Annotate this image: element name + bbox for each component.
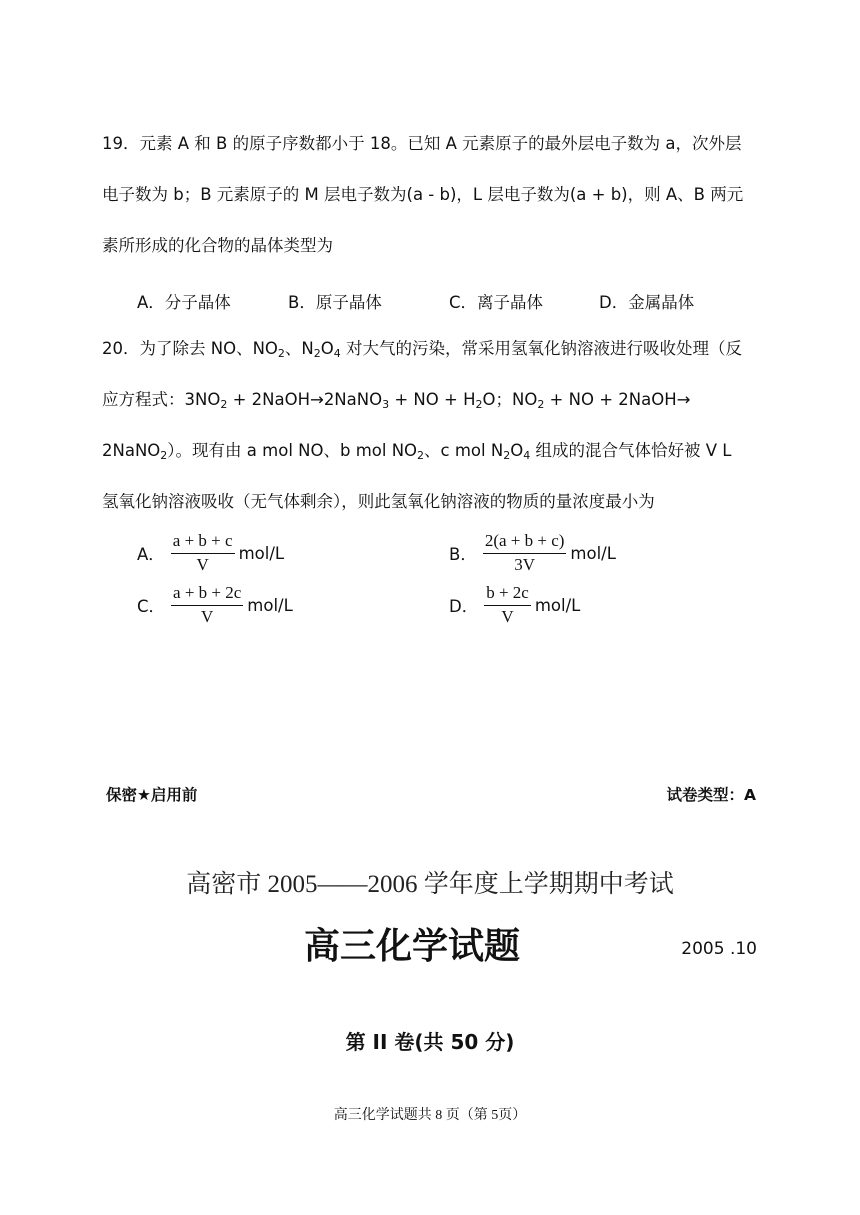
option-label: D． xyxy=(449,597,479,616)
fraction-numerator: a + b + c xyxy=(171,531,235,554)
exam-title: 高密市 2005——2006 学年度上学期期中考试 xyxy=(186,871,674,898)
fraction xyxy=(484,583,531,627)
unit: mol/L xyxy=(570,543,616,563)
paper-type-label: 试卷类型：A xyxy=(666,786,756,804)
fraction-numerator: 2(a + b + c) xyxy=(483,531,567,554)
fraction-numerator: a + b + 2c xyxy=(171,583,243,606)
exam-date: 2005 .10 xyxy=(681,939,757,959)
section-title: 第 II 卷(共 50 分) xyxy=(345,1030,515,1054)
fraction-denominator: 3V xyxy=(514,555,536,574)
q19-option-a: A．分子晶体 xyxy=(137,293,231,312)
fraction xyxy=(483,531,567,575)
fraction xyxy=(171,583,243,627)
q20-line-3: 2NaNO$_2$）。现有由 a mol NO、b mol $NO_2$、c mol $N_2O_4$ 组成的混合气体恰好被 V L xyxy=(102,441,732,462)
option-label: A． xyxy=(137,545,165,564)
fraction-numerator: b + 2c xyxy=(484,583,531,606)
q19-option-d: D．金属晶体 xyxy=(599,293,695,312)
q20-line-2: 应方程式：$3NO_2$ + 2NaOH→2NaNO$_3$ + NO + $H_2O$；$NO_2$ + NO + 2NaOH→ xyxy=(102,390,691,411)
q20-option-a xyxy=(137,531,284,575)
option-label: B． xyxy=(449,545,477,564)
q20-line-4: 氢氧化钠溶液吸收（无气体剩余），则此氢氧化钠溶液的物质的量浓度最小为 xyxy=(102,492,655,511)
q19-option-c: C．离子晶体 xyxy=(449,293,544,312)
q20-line-1: 20．为了除去 NO、$NO_2$、$N_2O_4$ 对大气的污染，常采用氢氧化钠溶液进行吸收处理（反 xyxy=(102,339,742,360)
unit: mol/L xyxy=(238,543,285,563)
main-title: 高三化学试题 xyxy=(303,926,520,967)
q20-option-c xyxy=(137,583,293,627)
fraction-denominator: V xyxy=(201,607,214,626)
unit: mol/L xyxy=(247,595,293,615)
q20-option-d xyxy=(449,583,580,627)
q19-line-3: 素所形成的化合物的晶体类型为 xyxy=(102,236,333,255)
q19-line-1: 19．元素 A 和 B 的原子序数都小于 18。已知 A 元素原子的最外层电子数为 a，次外层 xyxy=(102,134,742,153)
option-label: C． xyxy=(137,597,166,616)
q20-option-b xyxy=(449,531,616,575)
fraction-denominator: V xyxy=(501,607,514,626)
fraction-denominator: V xyxy=(196,555,209,574)
q19-line-2: 电子数为 b；B 元素原子的 M 层电子数为(a - b)，L 层电子数为(a + b)，则 A、B 两元 xyxy=(102,185,744,204)
q19-option-b: B．原子晶体 xyxy=(288,293,382,312)
confidential-label: 保密★启用前 xyxy=(106,786,198,804)
fraction xyxy=(171,531,235,575)
page-footer: 高三化学试题共 8 页（第 5页） xyxy=(333,1108,527,1123)
unit: mol/L xyxy=(534,595,581,615)
